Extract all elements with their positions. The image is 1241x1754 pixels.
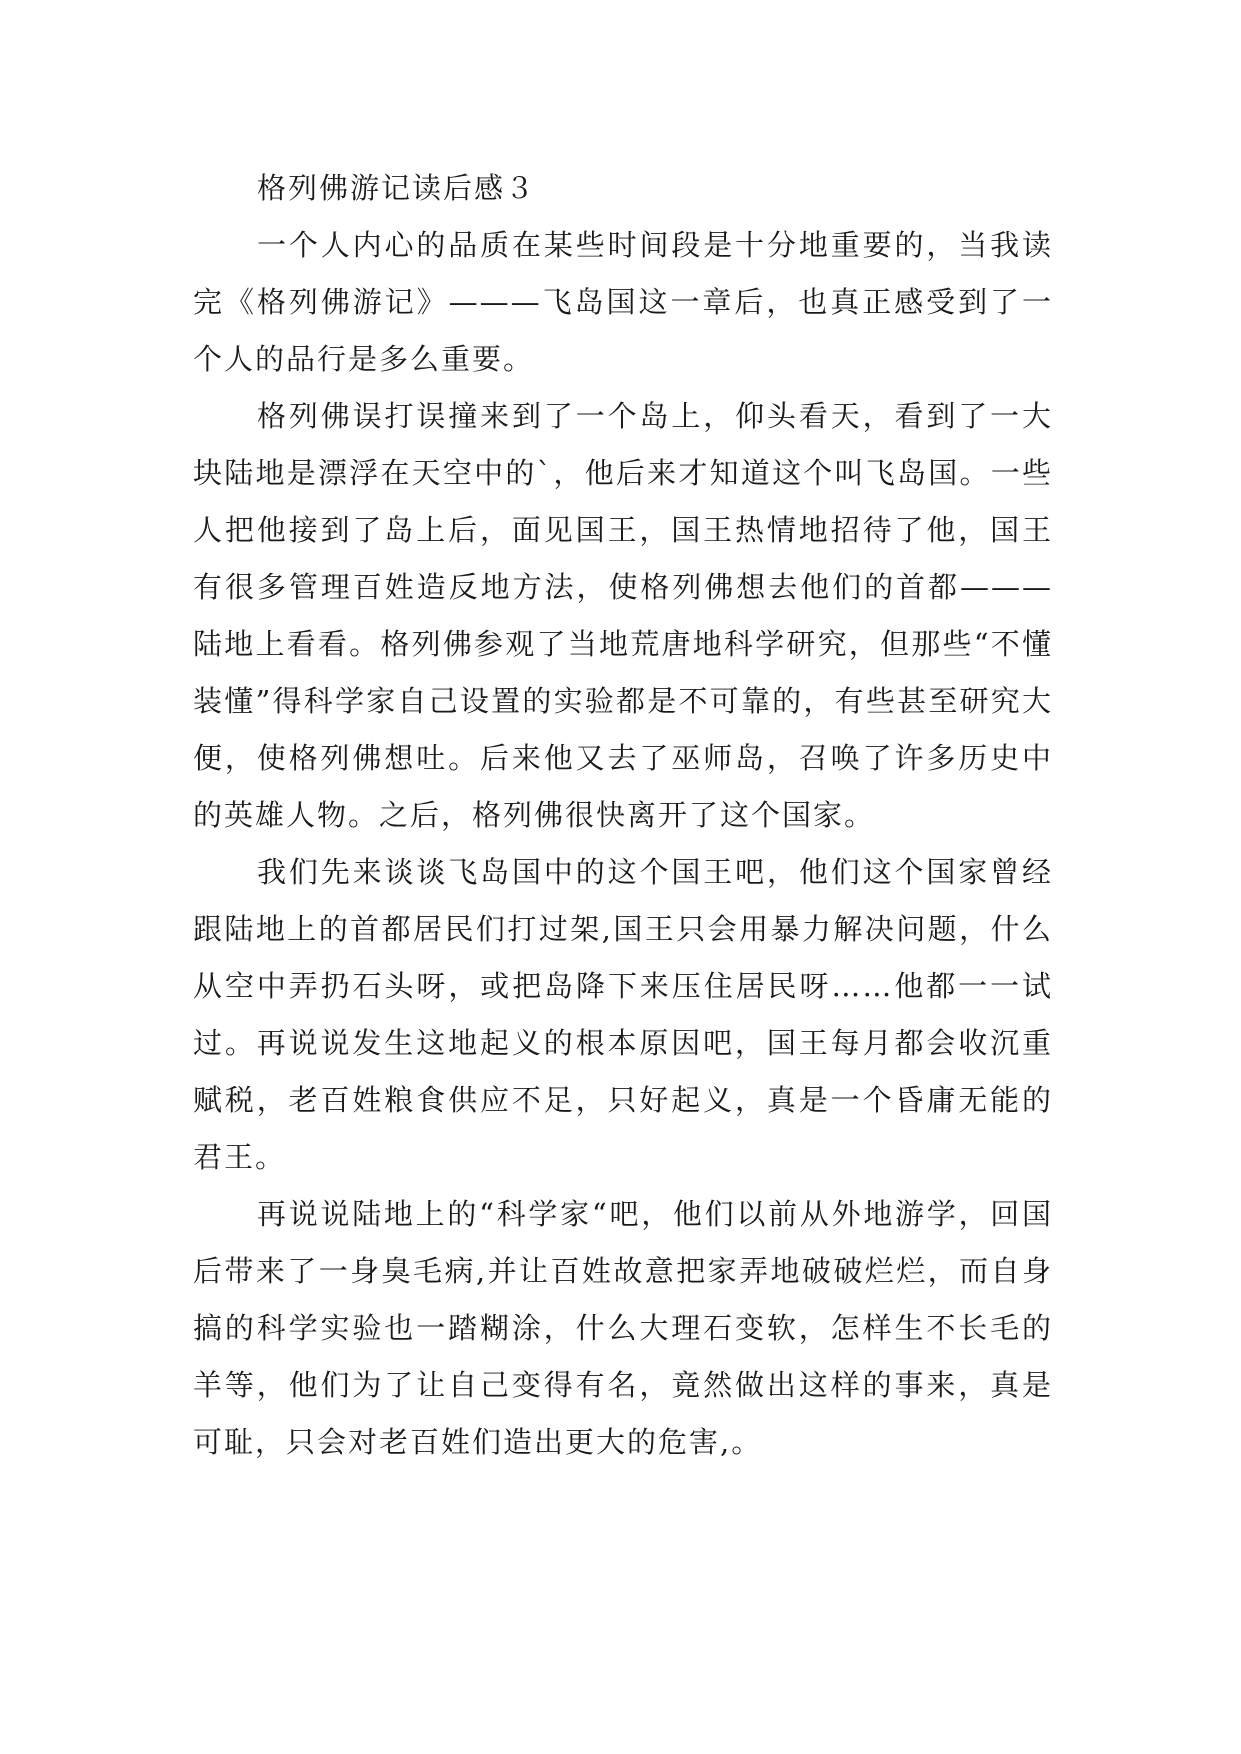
paragraph-2: 格列佛误打误撞来到了一个岛上，仰头看天，看到了一大块陆地是漂浮在天空中的`，他后来才知道这个叫飞岛国。一些人把他接到了岛上后，面见国王，国王热情地招待了他，国王有很多管理百姓造反地方法，使格列佛想去他们的首都———陆地上看看。格列佛参观了当地荒唐地科学研究，但那些“不懂装懂”得科学家自己设置的实验都是不可靠的，有些甚至研究大便，使格列佛想吐。后来他又去了巫师岛，召唤了许多历史中的英雄人物。之后，格列佛很快离开了这个国家。 xyxy=(193,399,1053,832)
document-body xyxy=(193,160,1053,1471)
paragraph-3: 我们先来谈谈飞岛国中的这个国王吧，他们这个国家曾经跟陆地上的首都居民们打过架,国王只会用暴力解决问题，什么从空中弄扔石头呀，或把岛降下来压住居民呀……他都一一试过。再说说发生这地起义的根本原因吧，国王每月都会收沉重赋税，老百姓粮食供应不足，只好起义，真是一个昏庸无能的君王。 xyxy=(193,855,1053,1174)
document-title: 格列佛游记读后感３ xyxy=(257,171,537,205)
paragraph-1: 一个人内心的品质在某些时间段是十分地重要的，当我读完《格列佛游记》———飞岛国这一章后，也真正感受到了一个人的品行是多么重要。 xyxy=(193,228,1053,376)
paragraph-4: 再说说陆地上的“科学家“吧，他们以前从外地游学，回国后带来了一身臭毛病,并让百姓故意把家弄地破破烂烂，而自身搞的科学实验也一踏糊涂，什么大理石变软，怎样生不长毛的羊等，他们为了让自己变得有名，竟然做出这样的事来，真是可耻，只会对老百姓们造出更大的危害,。 xyxy=(193,1197,1053,1459)
